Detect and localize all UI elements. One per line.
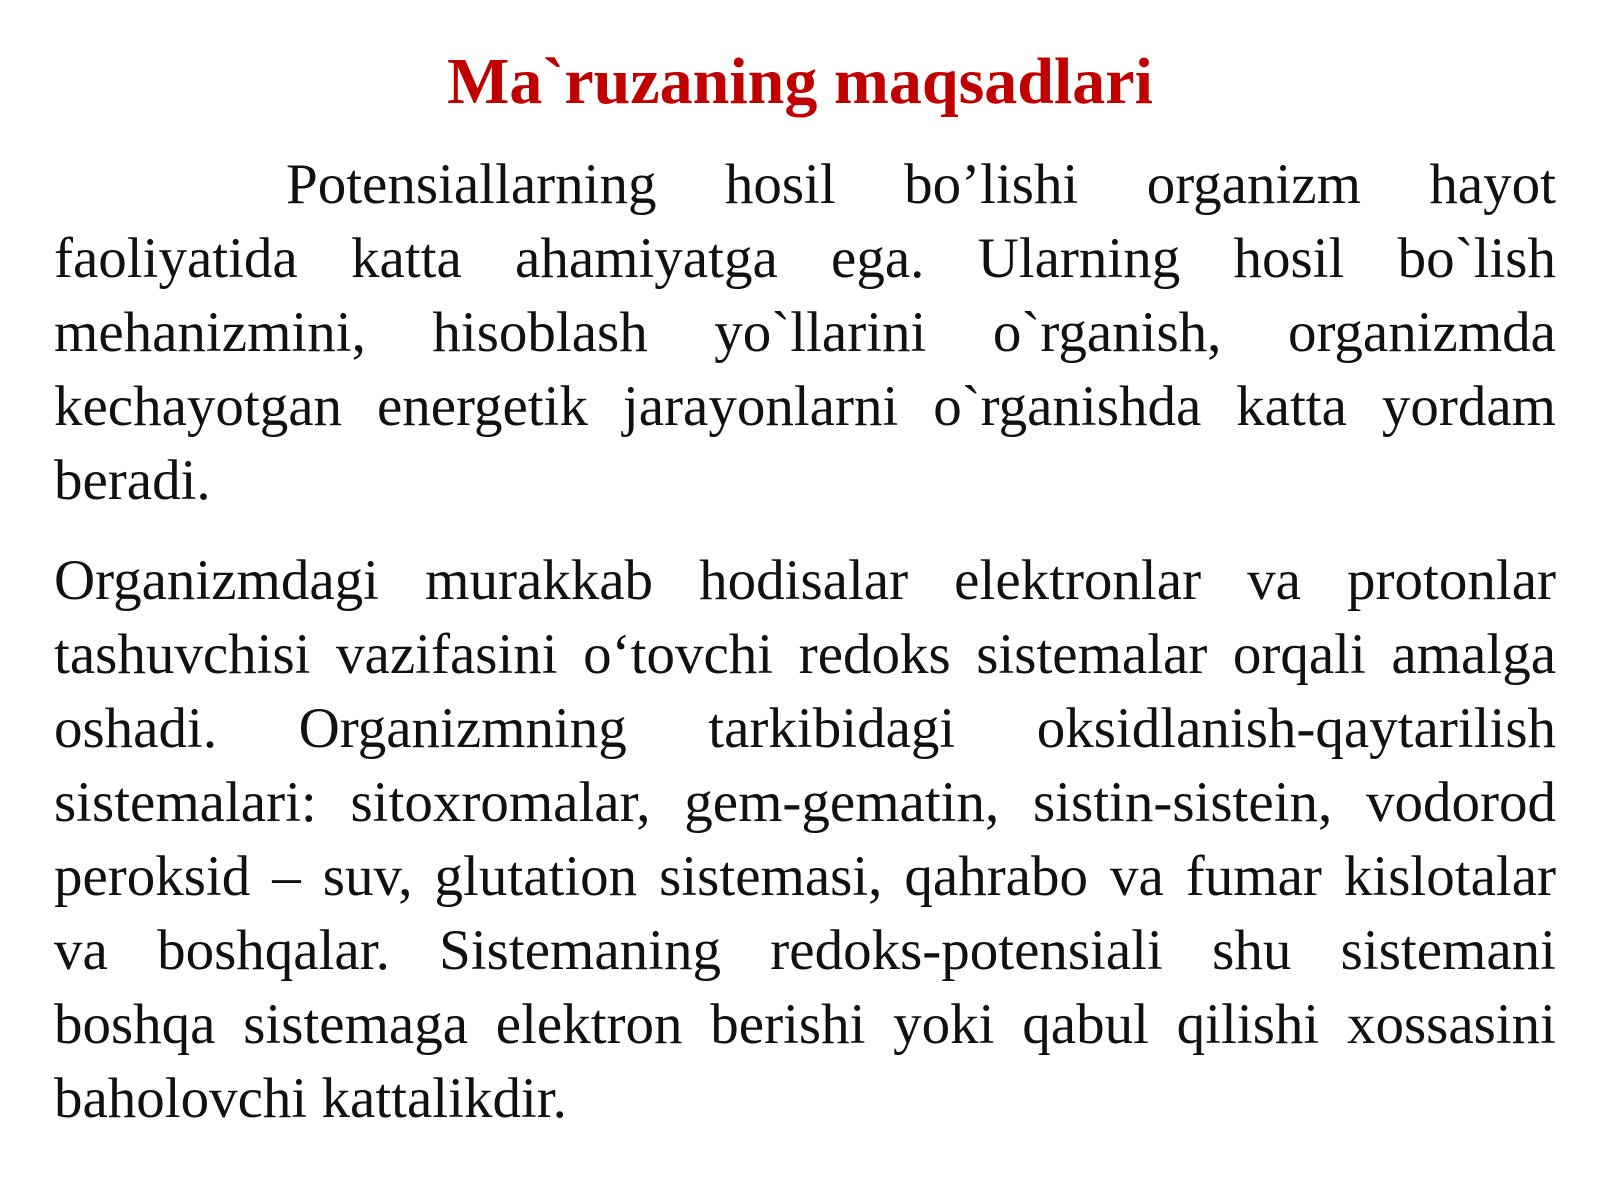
paragraph-potentials: Potensiallarning hosil bo’lishi organizm hayot faoliyatida katta ahamiyatga ega. Ularning hosil bo`lish mehanizmini, hisoblash yo`llarini o`rganish, organizmda kechayotgan energetik jarayonlarni o`rganishda katta yordam beradi. <box>54 153 1556 512</box>
slide-title: Ma`ruzaning maqsadlari <box>447 45 1153 118</box>
paragraph-redox-systems: Organizmdagi murakkab hodisalar elektronlar va protonlar tashuvchisi vazifasini o‘tovchi redoks sistemalar orqali amalga oshadi. Organizmning tarkibidagi oksidlanish-qaytarilish sistemalari: sitoxromalar, gem-gematin, sistin-sistein, vodorod peroksid – suv, glutation sistemasi, qahrabo va fumar kislotalar va boshqalar. Sistemaning redoks-potensiali shu sistemani boshqa sistemaga elektron berishi yoki qabul qilishi xossasini baholovchi kattalikdir. <box>54 549 1556 1130</box>
